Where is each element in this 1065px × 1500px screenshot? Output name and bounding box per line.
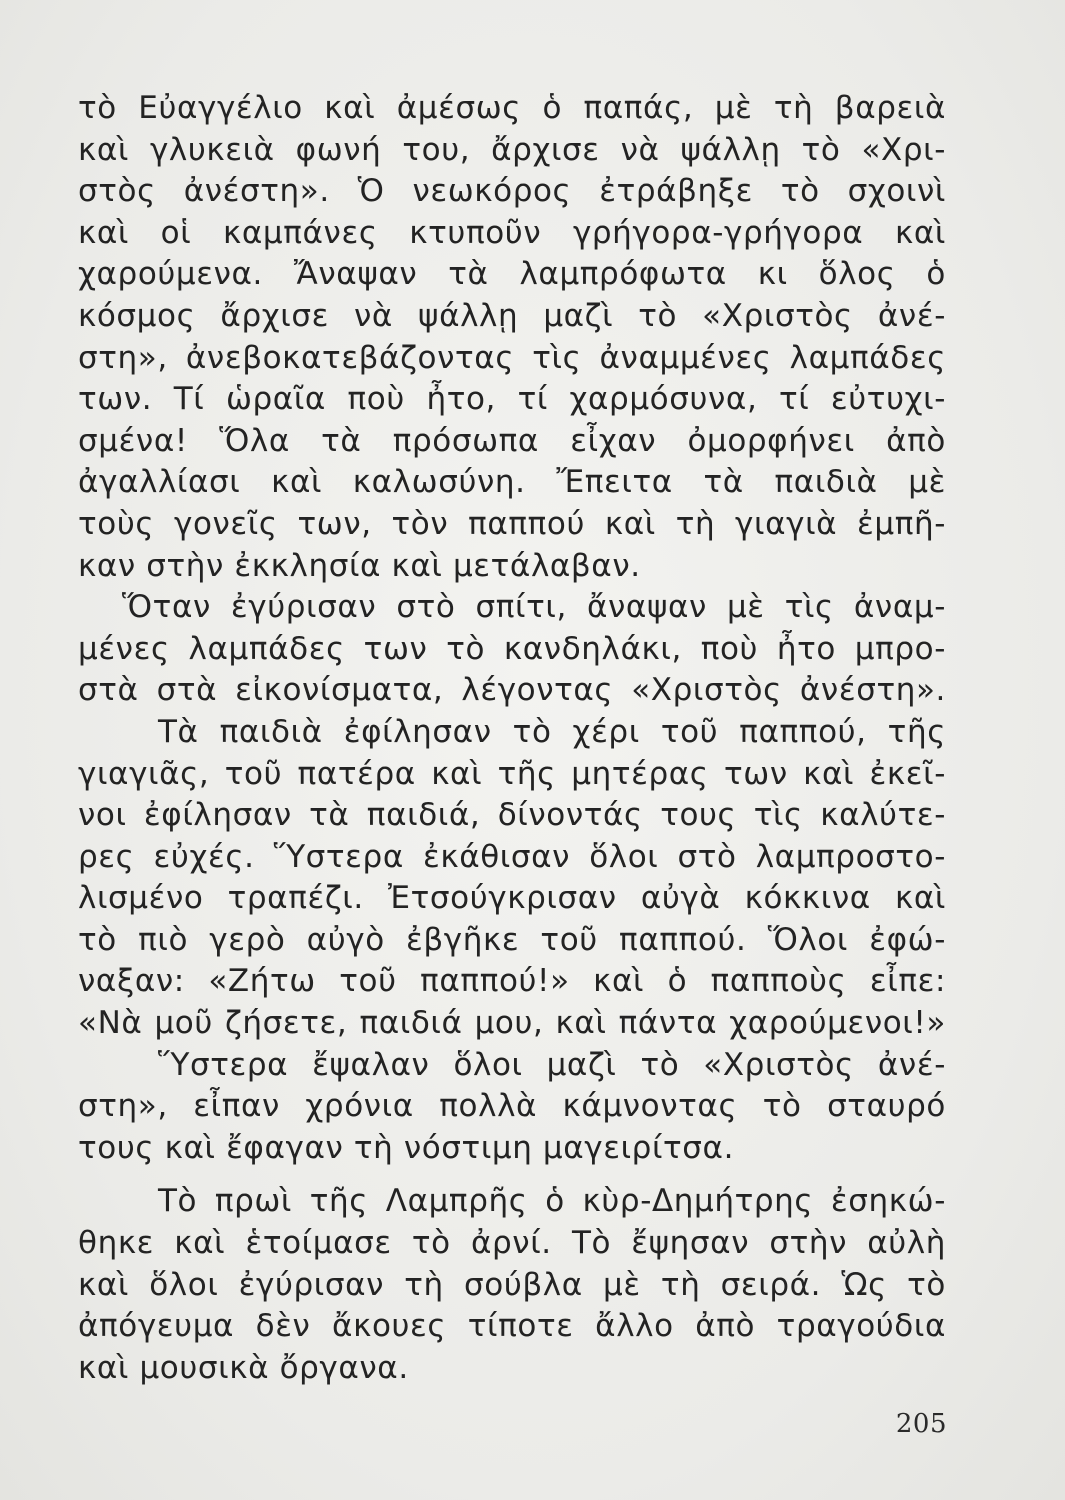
text-line: Ὅταν ἐγύρισαν στὸ σπίτι, ἄναψαν μὲ τὶς ἀναμ- bbox=[122, 589, 946, 626]
text-line: ἀπόγευμα δὲν ἄκουες τίποτε ἄλλο ἀπὸ τραγούδια bbox=[78, 1308, 946, 1345]
text-line: γιαγιᾶς, τοῦ πατέρα καὶ τῆς μητέρας των καὶ ἐκεῖ- bbox=[78, 755, 946, 792]
text-line: στὸς ἀνέστη». Ὁ νεωκόρος ἐτράβηξε τὸ σχοινὶ bbox=[78, 173, 946, 210]
text-line: καὶ ὅλοι ἐγύρισαν τὴ σούβλα μὲ τὴ σειρά. Ὡς τὸ bbox=[78, 1266, 946, 1303]
text-line: των. Τί ὡραῖα ποὺ ἦτο, τί χαρμόσυνα, τί εὐτυχι- bbox=[78, 381, 946, 418]
text-line: καὶ μουσικὰ ὄργανα. bbox=[78, 1349, 409, 1386]
text-line: στη», εἶπαν χρόνια πολλὰ κάμνοντας τὸ σταυρό bbox=[78, 1088, 946, 1125]
text-line: θηκε καὶ ἑτοίμασε τὸ ἀρνί. Τὸ ἔψησαν στὴν αὐλὴ bbox=[78, 1225, 946, 1262]
text-line: Τὸ πρωὶ τῆς Λαμπρῆς ὁ κὺρ-Δημήτρης ἐσηκώ- bbox=[158, 1183, 946, 1220]
text-line: τους καὶ ἔφαγαν τὴ νόστιμη μαγειρίτσα. bbox=[78, 1129, 735, 1166]
text-line: καὶ οἱ καμπάνες κτυποῦν γρήγορα-γρήγορα καὶ bbox=[78, 214, 946, 251]
text-line: χαρούμενα. Ἄναψαν τὰ λαμπρόφωτα κι ὅλος ὁ bbox=[78, 256, 946, 293]
text-line: στὰ στὰ εἰκονίσματα, λέγοντας «Χριστὸς ἀνέστη». bbox=[78, 672, 946, 709]
text-line: ἀγαλλίασι καὶ καλωσύνη. Ἔπειτα τὰ παιδιὰ μὲ bbox=[78, 464, 946, 501]
text-line: νοι ἐφίλησαν τὰ παιδιά, δίνοντάς τους τὶς καλύτε- bbox=[78, 797, 946, 834]
text-line: καν στὴν ἐκκλησία καὶ μετάλαβαν. bbox=[78, 547, 641, 584]
text-line: καὶ γλυκειὰ φωνή του, ἄρχισε νὰ ψάλλῃ τὸ «Χρι- bbox=[78, 131, 946, 168]
text-line: ρες εὐχές. Ὕστερα ἐκάθισαν ὅλοι στὸ λαμπροστο- bbox=[78, 838, 946, 875]
text-line: στη», ἀνεβοκατεβάζοντας τὶς ἀναμμένες λαμπάδες bbox=[78, 339, 946, 376]
text-line: «Νὰ μοῦ ζήσετε, παιδιά μου, καὶ πάντα χαρούμενοι!» bbox=[78, 1005, 946, 1042]
text-line: Ὕστερα ἔψαλαν ὅλοι μαζὶ τὸ «Χριστὸς ἀνέ- bbox=[158, 1046, 946, 1083]
text-line: Τὰ παιδιὰ ἐφίλησαν τὸ χέρι τοῦ παππού, τῆς bbox=[158, 713, 946, 750]
paragraph-gap bbox=[78, 1169, 946, 1181]
text-line: σμένα! Ὅλα τὰ πρόσωπα εἶχαν ὀμορφήνει ἀπὸ bbox=[78, 422, 946, 459]
text-line: μένες λαμπάδες των τὸ κανδηλάκι, ποὺ ἦτο μπρο- bbox=[78, 630, 946, 667]
page-number: 205 bbox=[895, 1409, 947, 1439]
text-line: λισμένο τραπέζι. Ἐτσούγκρισαν αὐγὰ κόκκινα καὶ bbox=[78, 880, 946, 917]
text-line: τὸ πιὸ γερὸ αὐγὸ ἐβγῆκε τοῦ παππού. Ὅλοι ἐφώ- bbox=[78, 921, 946, 958]
text-line: τοὺς γονεῖς των, τὸν παππού καὶ τὴ γιαγιὰ ἐμπῆ- bbox=[78, 505, 946, 542]
body-text bbox=[78, 88, 946, 1389]
text-line: τὸ Εὐαγγέλιο καὶ ἀμέσως ὁ παπάς, μὲ τὴ βαρειὰ bbox=[78, 90, 946, 126]
text-line: κόσμος ἄρχισε νὰ ψάλλῃ μαζὶ τὸ «Χριστὸς ἀνέ- bbox=[78, 297, 946, 334]
text-line: ναξαν: «Ζήτω τοῦ παππού!» καὶ ὁ παπποὺς εἶπε: bbox=[78, 963, 946, 1000]
